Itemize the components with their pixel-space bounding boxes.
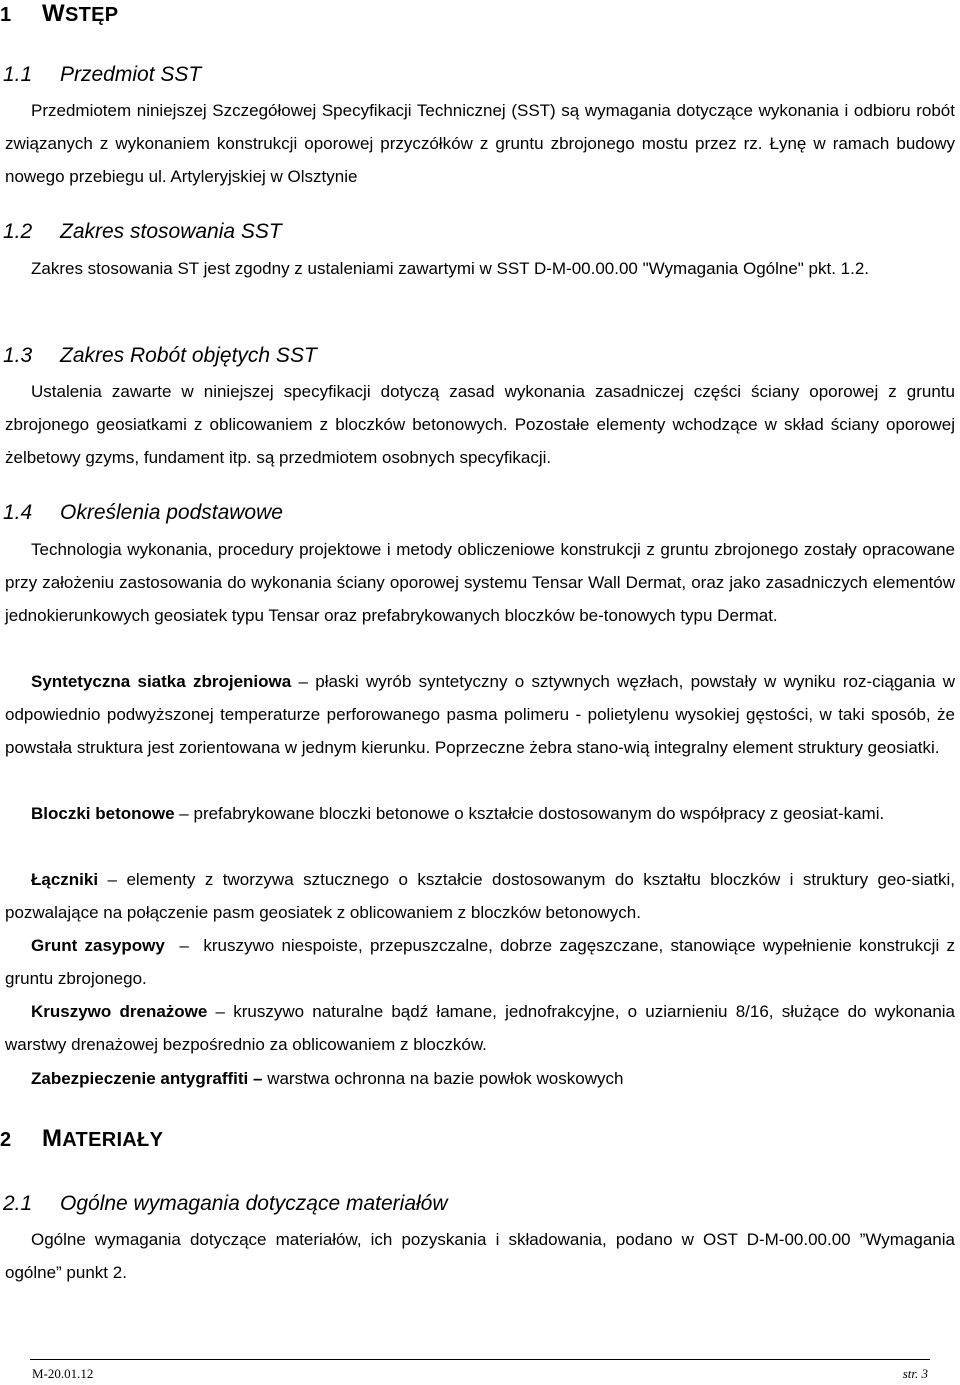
definition-term: Łączniki xyxy=(31,870,99,889)
section-heading-1-3: 1.3 Zakres Robót objętych SST xyxy=(3,344,317,367)
definition-term: Syntetyczna siatka zbrojeniowa xyxy=(31,672,292,691)
footer-document-code: M-20.01.12 xyxy=(32,1366,94,1381)
definition-geosiatka: Syntetyczna siatka zbrojeniowa – płaski wyrób syntetyczny o sztywnych węzłach, powstały w wyniku roz-ciągania w odpowiednio podwyższonej temperaturze perforowanego pasma polimeru - polietylenu wysokiej gęstości, w taki sposób, że powstała struktura jest zorientowana w jednym kierunku. Poprzeczne żebra stano-wią integralny element struktury geosiatki. xyxy=(5,672,955,757)
paragraph-ogolne: Ogólne wymagania dotyczące materiałów, ich pozyskania i składowania, podano w OST D-M-00.00.00 ”Wymagania ogólne” punkt 2. xyxy=(5,1230,955,1282)
section-heading-2-1: 2.1 Ogólne wymagania dotyczące materiałów xyxy=(3,1192,448,1215)
paragraph-zakres: Zakres stosowania ST jest zgodny z ustaleniami zawartymi w SST D-M-00.00.00 "Wymagania Ogólne" pkt. 1.2. xyxy=(31,259,870,278)
definition-term: Grunt zasypowy xyxy=(31,936,165,955)
section-heading-1: 1 WSTĘP xyxy=(0,0,119,27)
definition-term: Kruszywo drenażowe xyxy=(31,1002,208,1021)
paragraph-technologia: Technologia wykonania, procedury projektowe i metody obliczeniowe konstrukcji z gruntu zbrojonego zostały opracowane przy założeniu zastosowania do wykonania ściany oporowej systemu Tensar Wall Dermat, oraz jako zasadniczych elementów jednokierunkowych geosiatek typu Tensar oraz prefabrykowanych bloczków be-tonowych typu Dermat. xyxy=(5,540,955,625)
definition-grunt: Grunt zasypowy – kruszywo niespoiste, przepuszczalne, dobrze zagęszczane, stanowiące wypełnienie konstrukcji z gruntu zbrojonego. xyxy=(5,936,955,988)
definition-term: Bloczki betonowe xyxy=(31,804,175,823)
section-heading-1-2: 1.2 Zakres stosowania SST xyxy=(3,220,282,243)
section-heading-1-4: 1.4 Określenia podstawowe xyxy=(3,501,283,524)
paragraph-przedmiot: Przedmiotem niniejszej Szczegółowej Specyfikacji Technicznej (SST) są wymagania dotyczące wykonania i odbioru robót związanych z wykonaniem konstrukcji oporowej przyczółków z gruntu zbrojonego mostu przez rz. Łynę w ramach budowy nowego przebiegu ul. Artyleryjskiej w Olsztynie xyxy=(5,101,955,186)
definition-laczniki: Łączniki – elementy z tworzywa sztucznego o kształcie dostosowanym do kształtu bloczków i struktury geo-siatki, pozwalające na połączenie pasm geosiatek z oblicowaniem z bloczków betonowych. xyxy=(5,870,955,922)
definition-term: Zabezpieczenie antygraffiti – xyxy=(31,1069,263,1088)
footer-divider xyxy=(30,1359,930,1360)
section-heading-1-1: 1.1 Przedmiot SST xyxy=(3,63,202,86)
footer-page-number: str. 3 xyxy=(902,1366,928,1381)
definition-bloczki: Bloczki betonowe – prefabrykowane bloczki betonowe o kształcie dostosowanym do współpracy z geosiat-kami. xyxy=(31,804,885,823)
paragraph-zakres-robot: Ustalenia zawarte w niniejszej specyfikacji dotyczą zasad wykonania zasadniczej części ściany oporowej z gruntu zbrojonego geosiatkami z oblicowaniem z bloczków betonowych. Pozostałe elementy wchodzące w skład ściany oporowej żelbetowy gzyms, fundament itp. są przedmiotem osobnych specyfikacji. xyxy=(5,382,955,467)
section-heading-2: 2 MATERIAŁY xyxy=(0,1125,164,1152)
definition-antygraffiti: Zabezpieczenie antygraffiti – warstwa ochronna na bazie powłok woskowych xyxy=(31,1069,624,1088)
definition-kruszywo: Kruszywo drenażowe – kruszywo naturalne bądź łamane, jednofrakcyjne, o uziarnieniu 8/16, służące do wykonania warstwy drenażowej bezpośrednio za oblicowaniem z bloczków. xyxy=(5,1002,956,1054)
